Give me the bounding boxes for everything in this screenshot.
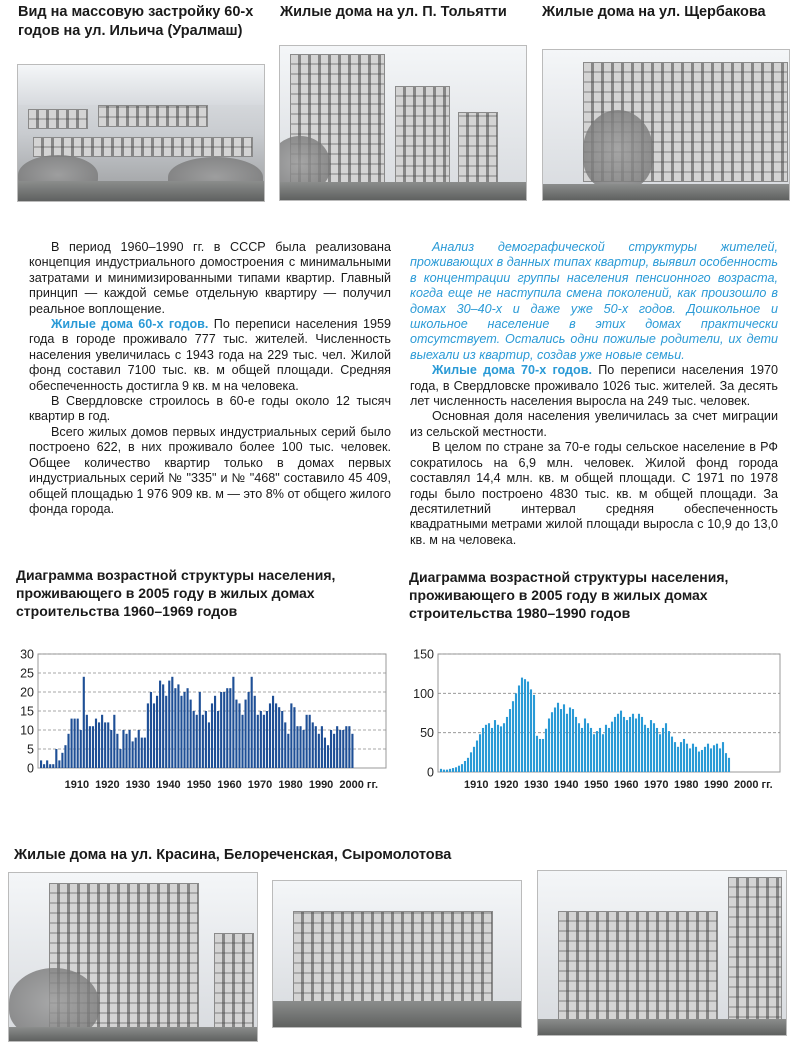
bar [98, 722, 100, 768]
age-structure-chart-1960s [0, 640, 400, 800]
bar [315, 726, 317, 768]
bar [620, 711, 622, 772]
bar [491, 728, 493, 772]
bar [557, 703, 559, 772]
bar [333, 734, 335, 768]
bar [572, 709, 574, 772]
bar [470, 752, 472, 772]
bar [284, 722, 286, 768]
bar [719, 748, 721, 772]
sixties-paragraph [29, 317, 391, 394]
bar [698, 752, 700, 772]
bar [275, 703, 277, 768]
bar [464, 761, 466, 772]
bar [104, 722, 106, 768]
bar [443, 770, 445, 772]
bar [617, 714, 619, 772]
bar [554, 707, 556, 772]
bar [89, 726, 91, 768]
sixties-heading: Жилые дома 60-х годов. [51, 317, 209, 332]
bar [452, 768, 454, 772]
bar [596, 731, 598, 772]
x-tick-label: 1980 [674, 779, 699, 791]
bar [330, 730, 332, 768]
bar [129, 730, 131, 768]
caption-tolyatti: Жилые дома на ул. П. Тольятти [280, 4, 507, 20]
bar [461, 764, 463, 772]
bar [238, 703, 240, 768]
bar [251, 677, 253, 768]
bar [168, 681, 170, 768]
bar [46, 760, 48, 768]
seventies-paragraph [410, 363, 778, 409]
bar [503, 723, 505, 772]
y-tick-label: 150 [413, 647, 434, 662]
bar [581, 728, 583, 772]
bar [290, 703, 292, 768]
bar [626, 720, 628, 772]
bar [263, 715, 265, 768]
bar [575, 717, 577, 772]
bar [635, 719, 637, 772]
bar [539, 739, 541, 772]
bar [159, 681, 161, 768]
bar [220, 692, 222, 768]
bar [668, 731, 670, 772]
bar [269, 703, 271, 768]
bar [272, 696, 274, 768]
x-tick-label: 1910 [64, 779, 90, 791]
bar [515, 693, 517, 772]
bar [43, 764, 45, 768]
bar [58, 760, 60, 768]
bar [500, 726, 502, 772]
bar [605, 725, 607, 772]
bar [518, 685, 520, 772]
bar [590, 728, 592, 772]
bar [728, 758, 730, 772]
chart-title-1960s: Диаграмма возрастной структуры населения, проживающего в 2005 году в жилых домах строительства 1960–1969 годов [16, 567, 336, 619]
chart-title-1980s: Диаграмма возрастной структуры населения, проживающего в 2005 году в жилых домах строительства 1980–1990 годов [409, 569, 729, 621]
bar [614, 717, 616, 772]
bar [95, 719, 97, 768]
bar [473, 747, 475, 772]
x-tick-label: 1920 [95, 779, 120, 791]
bar [217, 711, 219, 768]
x-tick-label: 1930 [125, 779, 151, 791]
bar [680, 742, 682, 772]
bar [74, 719, 76, 768]
bar [342, 730, 344, 768]
bar [611, 722, 613, 772]
bar [260, 711, 262, 768]
y-tick-label: 5 [27, 742, 34, 757]
bar [446, 770, 448, 772]
bar [665, 723, 667, 772]
bar [683, 739, 685, 772]
bar [77, 719, 79, 768]
bar [584, 719, 586, 772]
bar [569, 707, 571, 772]
y-tick-label: 100 [413, 686, 434, 701]
bar [716, 744, 718, 772]
bar [324, 738, 326, 768]
bar [107, 722, 109, 768]
photo-shcherbakova [542, 49, 790, 201]
y-tick-label: 10 [20, 723, 34, 738]
bar [497, 725, 499, 772]
bar [506, 717, 508, 772]
bar [132, 741, 134, 768]
bar [318, 734, 320, 768]
x-tick-label: 2000 гг. [339, 779, 379, 791]
bar [199, 692, 201, 768]
bar [49, 764, 51, 768]
bar [321, 726, 323, 768]
bar [196, 715, 198, 768]
sixties-body: По переписи населения 1959 года в городе проживало 777 тыс. жителей. Численность населения увеличилась с 1943 года на 229 тыс. чел. Жилой фонд составил 7100 тыс. кв. м общей площади. Средняя обеспеченность достигла 9 кв. м на человека. [29, 317, 392, 393]
seventies-body: По переписи населения 1970 года, в Свердловске проживало 1026 тыс. жителей. За десять лет численность населения выросла на 249 тыс. человек. [410, 363, 779, 409]
bar [83, 677, 85, 768]
y-tick-label: 15 [20, 704, 34, 719]
bar [476, 741, 478, 772]
bar [309, 715, 311, 768]
bar [521, 678, 523, 772]
bar [299, 726, 301, 768]
x-tick-label: 1960 [217, 779, 242, 791]
bar [686, 744, 688, 772]
bar [232, 677, 234, 768]
bar [248, 692, 250, 768]
bar [602, 734, 604, 772]
bar [135, 738, 137, 768]
bar [281, 711, 283, 768]
bar [593, 734, 595, 772]
bar [485, 725, 487, 772]
bar [223, 692, 225, 768]
bar [293, 707, 295, 768]
bar [542, 739, 544, 772]
x-tick-label: 1990 [704, 779, 729, 791]
bar [92, 726, 94, 768]
photo-uralmash [17, 64, 265, 202]
bar [339, 730, 341, 768]
bar [71, 719, 73, 768]
bar [296, 726, 298, 768]
bar [138, 730, 140, 768]
x-tick-label: 1950 [186, 779, 212, 791]
bar [150, 692, 152, 768]
bar [713, 745, 715, 772]
bar [644, 725, 646, 772]
caption-uralmash: Вид на массовую застройку 60-х годов на ул. Ильича (Уралмаш) [18, 4, 254, 39]
x-tick-label: 1980 [278, 779, 303, 791]
photo-syromolotova [537, 870, 787, 1036]
bar [701, 750, 703, 772]
bar [674, 742, 676, 772]
bar [455, 767, 457, 772]
bar [80, 730, 82, 768]
bar [467, 758, 469, 772]
photo-tolyatti [279, 45, 527, 201]
bar [650, 720, 652, 772]
bar [208, 722, 210, 768]
bar [306, 715, 308, 768]
bar [482, 728, 484, 772]
age-structure-chart-1980s [400, 640, 800, 800]
bar [345, 726, 347, 768]
bar [190, 700, 192, 768]
bar [348, 726, 350, 768]
bar [214, 696, 216, 768]
bar [656, 728, 658, 772]
bar [52, 764, 54, 768]
bar [336, 726, 338, 768]
bar [226, 688, 228, 768]
bar [563, 704, 565, 772]
bar [177, 684, 179, 768]
bar [40, 760, 42, 768]
migration-paragraph: Основная доля населения увеличилась за счет миграции из сельской местности. [410, 409, 778, 439]
bar [458, 766, 460, 772]
bar [689, 748, 691, 772]
bar [440, 769, 442, 772]
bar [662, 728, 664, 772]
bar [266, 711, 268, 768]
x-tick-label: 1950 [584, 779, 609, 791]
bar [153, 703, 155, 768]
x-tick-label: 1920 [494, 779, 519, 791]
right-text-column [410, 240, 778, 548]
photo-krasina [8, 872, 258, 1042]
bar [479, 734, 481, 772]
y-tick-label: 20 [20, 685, 34, 700]
y-tick-label: 25 [20, 666, 34, 681]
bar [287, 734, 289, 768]
bar [587, 723, 589, 772]
bar [254, 696, 256, 768]
bar [171, 677, 173, 768]
bar [156, 696, 158, 768]
bar [638, 714, 640, 772]
bar [162, 684, 164, 768]
bar [551, 712, 553, 772]
bar [725, 753, 727, 772]
bar [629, 717, 631, 772]
x-tick-label: 1990 [308, 779, 334, 791]
bar [722, 742, 724, 772]
bar [116, 734, 118, 768]
bar [707, 744, 709, 772]
bar [632, 714, 634, 772]
bar [524, 679, 526, 772]
bar [659, 734, 661, 772]
bar [641, 717, 643, 772]
x-tick-label: 2000 гг. [734, 779, 773, 791]
bar [560, 709, 562, 772]
x-tick-label: 1940 [156, 779, 181, 791]
bar [141, 738, 143, 768]
bar [165, 696, 167, 768]
photo-belorechenskaya [272, 880, 522, 1028]
bar [677, 747, 679, 772]
bar [548, 719, 550, 772]
bar [566, 714, 568, 772]
bar [193, 711, 195, 768]
bar [278, 707, 280, 768]
bar [187, 688, 189, 768]
bar [512, 701, 514, 772]
bar [527, 682, 529, 772]
bar [578, 723, 580, 772]
bar [211, 703, 213, 768]
bar [180, 696, 182, 768]
demography-analysis-paragraph: Анализ демографической структуры жителей, проживающих в данных типах квартир, выявил особенность в концентрации группы населения пенсионного возраста, когда еще не наступила смена поколений, как произошло в домах 30–40-х и даже уже 50-х годов. Дошкольное и школьное население в этих домах практически отсутствует. Остались одни пожилые родители, их дети выехали из квартир, создав уже новые семьи. [410, 240, 778, 362]
bar [144, 738, 146, 768]
bar [327, 745, 329, 768]
bar [509, 709, 511, 772]
caption-krasina: Жилые дома на ул. Красина, Белореченская, Сыромолотова [14, 847, 452, 863]
bar [147, 703, 149, 768]
bar [488, 723, 490, 772]
bar [530, 689, 532, 772]
bar [55, 749, 57, 768]
bar [125, 734, 127, 768]
bar [245, 700, 247, 768]
sixties-construction-paragraph: В Свердловске строилось в 60-е годы около 12 тысяч квартир в год. [29, 394, 391, 424]
rural-population-paragraph: В целом по стране за 70-е годы сельское население в РФ сократилось на 6,9 млн. человек. Жилой фонд города составлял 14,4 млн. кв. м общей площади. С 1971 по 1978 годы было построено 4830 тыс. кв. м общей площади. За десятилетний интервал средняя обеспеченность квадратными метрами жилой площади выросла с 10,9 до 13,0 кв. м на человека. [410, 440, 778, 547]
y-tick-label: 50 [420, 726, 434, 741]
x-tick-label: 1910 [464, 779, 489, 791]
bar [113, 715, 115, 768]
bar [67, 734, 69, 768]
bar [122, 730, 124, 768]
x-tick-label: 1940 [554, 779, 579, 791]
bar [623, 717, 625, 772]
bar [241, 715, 243, 768]
bar [312, 722, 314, 768]
bar [174, 688, 176, 768]
bar [704, 747, 706, 772]
bar [64, 745, 66, 768]
bar [494, 720, 496, 772]
bar [695, 747, 697, 772]
bar [671, 737, 673, 772]
bar [533, 695, 535, 772]
bar [536, 736, 538, 772]
bar [183, 692, 185, 768]
bar [205, 711, 207, 768]
x-tick-label: 1930 [524, 779, 549, 791]
intro-paragraph: В период 1960–1990 гг. в СССР была реализована концепция индустриального домостроения с минимальными затратами и минимизированными типами квартир. Главный принцип — каждой семье отдельную квартиру — получил реальное воплощение. [29, 240, 391, 316]
bar [545, 729, 547, 772]
bar [119, 749, 121, 768]
bar [449, 769, 451, 772]
y-tick-label: 0 [427, 765, 434, 780]
bar [351, 734, 353, 768]
bar [710, 748, 712, 772]
bar [647, 728, 649, 772]
bar [692, 744, 694, 772]
seventies-heading: Жилые дома 70-х годов. [432, 363, 592, 378]
bar [235, 700, 237, 768]
left-text-column [29, 240, 391, 517]
bar [257, 715, 259, 768]
series-paragraph: Всего жилых домов первых индустриальных серий было построено 622, в них проживало более 100 тыс. человек. Общее количество квартир только в домах первых индустриальных серий № "335" и № "468" составило 45 409, общей площадью 1 976 909 кв. м — это 8% от общего жилого фонда города. [29, 424, 391, 516]
bar [202, 715, 204, 768]
bar [61, 753, 63, 768]
x-tick-label: 1970 [247, 779, 273, 791]
bar [101, 715, 103, 768]
bar [229, 688, 231, 768]
bar [86, 715, 88, 768]
y-tick-label: 0 [27, 761, 34, 776]
x-tick-label: 1970 [644, 779, 669, 791]
bar [599, 728, 601, 772]
bar [110, 730, 112, 768]
y-tick-label: 30 [20, 647, 34, 662]
bar [303, 730, 305, 768]
x-tick-label: 1960 [614, 779, 639, 791]
bar [608, 728, 610, 772]
caption-shcherbakova: Жилые дома на ул. Щербакова [542, 4, 766, 20]
bar [653, 723, 655, 772]
